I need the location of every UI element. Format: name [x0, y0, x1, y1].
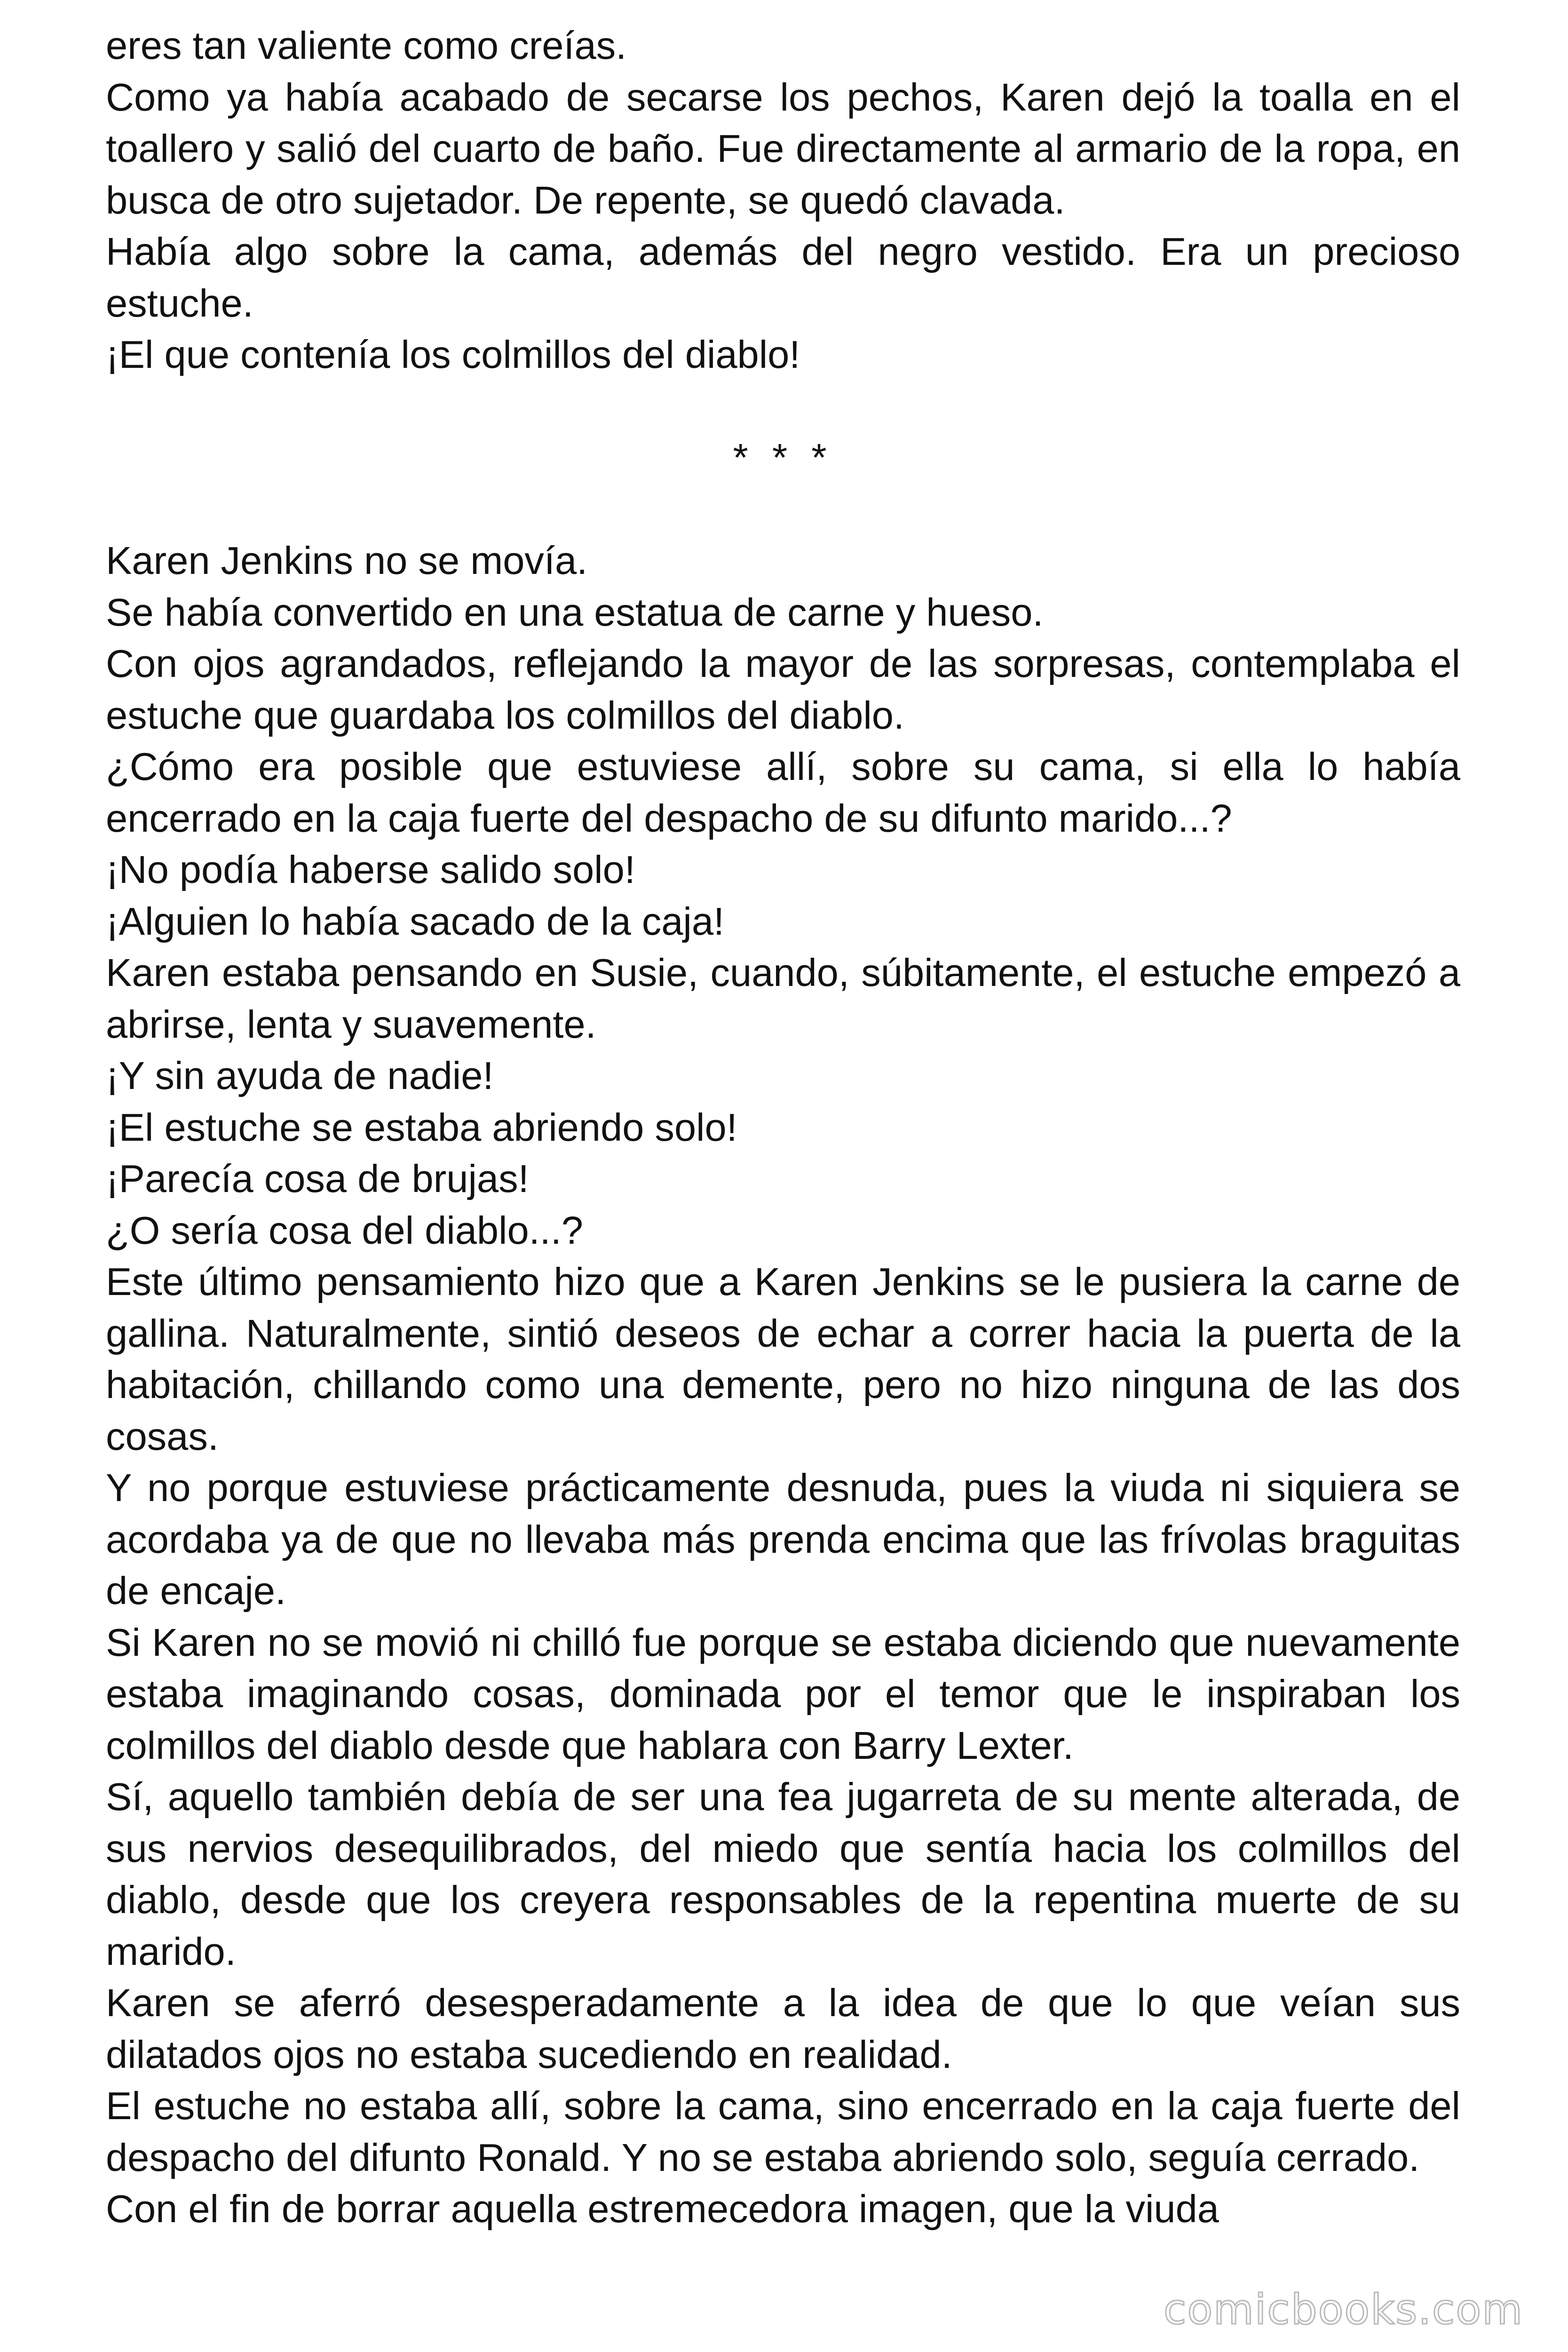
- paragraph: Había algo sobre la cama, además del negro vestido. Era un precioso estuche.: [106, 230, 1460, 325]
- paragraph: Con ojos agrandados, reflejando la mayor de las sorpresas, contemplaba el estuche que guardaba los colmillos del diablo.: [106, 642, 1460, 737]
- paragraph: Como ya había acabado de secarse los pechos, Karen dejó la toalla en el toallero y salió del cuarto de baño. Fue directamente al armario de la ropa, en busca de otro sujetador. De repente, se quedó clavada.: [106, 75, 1460, 222]
- paragraph: ¡Alguien lo había sacado de la caja!: [106, 899, 725, 943]
- paragraph: Y no porque estuviese prácticamente desnuda, pues la viuda ni siquiera se acordaba ya de que no llevaba más prenda encima que las frívolas braguitas de encaje.: [106, 1466, 1460, 1613]
- paragraph: ¡Y sin ayuda de nadie!: [106, 1054, 494, 1097]
- paragraph: El estuche no estaba allí, sobre la cama, sino encerrado en la caja fuerte del despacho del difunto Ronald. Y no se estaba abriendo solo, seguía cerrado.: [106, 2084, 1460, 2179]
- paragraph: ¿Cómo era posible que estuviese allí, sobre su cama, si ella lo había encerrado en la caja fuerte del despacho de su difunto marido...?: [106, 745, 1460, 840]
- paragraph: Karen Jenkins no se movía.: [106, 539, 588, 582]
- paragraph: Karen estaba pensando en Susie, cuando, súbitamente, el estuche empezó a abrirse, lenta y suavemente.: [106, 951, 1460, 1046]
- section-separator: * * *: [733, 436, 833, 479]
- paragraph: ¡El que contenía los colmillos del diablo!: [106, 333, 800, 376]
- paragraph: eres tan valiente como creías.: [106, 24, 627, 67]
- paragraph: Si Karen no se movió ni chilló fue porque se estaba diciendo que nuevamente estaba imaginando cosas, dominada por el temor que le inspiraban los colmillos del diablo desde que hablara con Barry Lexter.: [106, 1620, 1460, 1767]
- paragraph: Este último pensamiento hizo que a Karen Jenkins se le pusiera la carne de gallina. Naturalmente, sintió deseos de echar a correr hacia la puerta de la habitación, chillando como una demente, pero no hizo ninguna de las dos cosas.: [106, 1260, 1460, 1458]
- paragraph: ¡El estuche se estaba abriendo solo!: [106, 1105, 737, 1149]
- paragraph: ¡Parecía cosa de brujas!: [106, 1157, 529, 1200]
- paragraph: ¡No podía haberse salido solo!: [106, 848, 635, 891]
- paragraph: Se había convertido en una estatua de carne y hueso.: [106, 590, 1044, 634]
- paragraph: Karen se aferró desesperadamente a la idea de que lo que veían sus dilatados ojos no estaba sucediendo en realidad.: [106, 1981, 1460, 2076]
- document-page: [106, 20, 1460, 2235]
- watermark: comicbooks.com: [1163, 2285, 1523, 2334]
- paragraph: Sí, aquello también debía de ser una fea jugarreta de su mente alterada, de sus nervios desequilibrados, del miedo que sentía hacia los colmillos del diablo, desde que los creyera responsables de la repentina muerte de su marido.: [106, 1775, 1460, 1973]
- paragraph: Con el fin de borrar aquella estremecedora imagen, que la viuda: [106, 2187, 1219, 2231]
- paragraph: ¿O sería cosa del diablo...?: [106, 1208, 583, 1252]
